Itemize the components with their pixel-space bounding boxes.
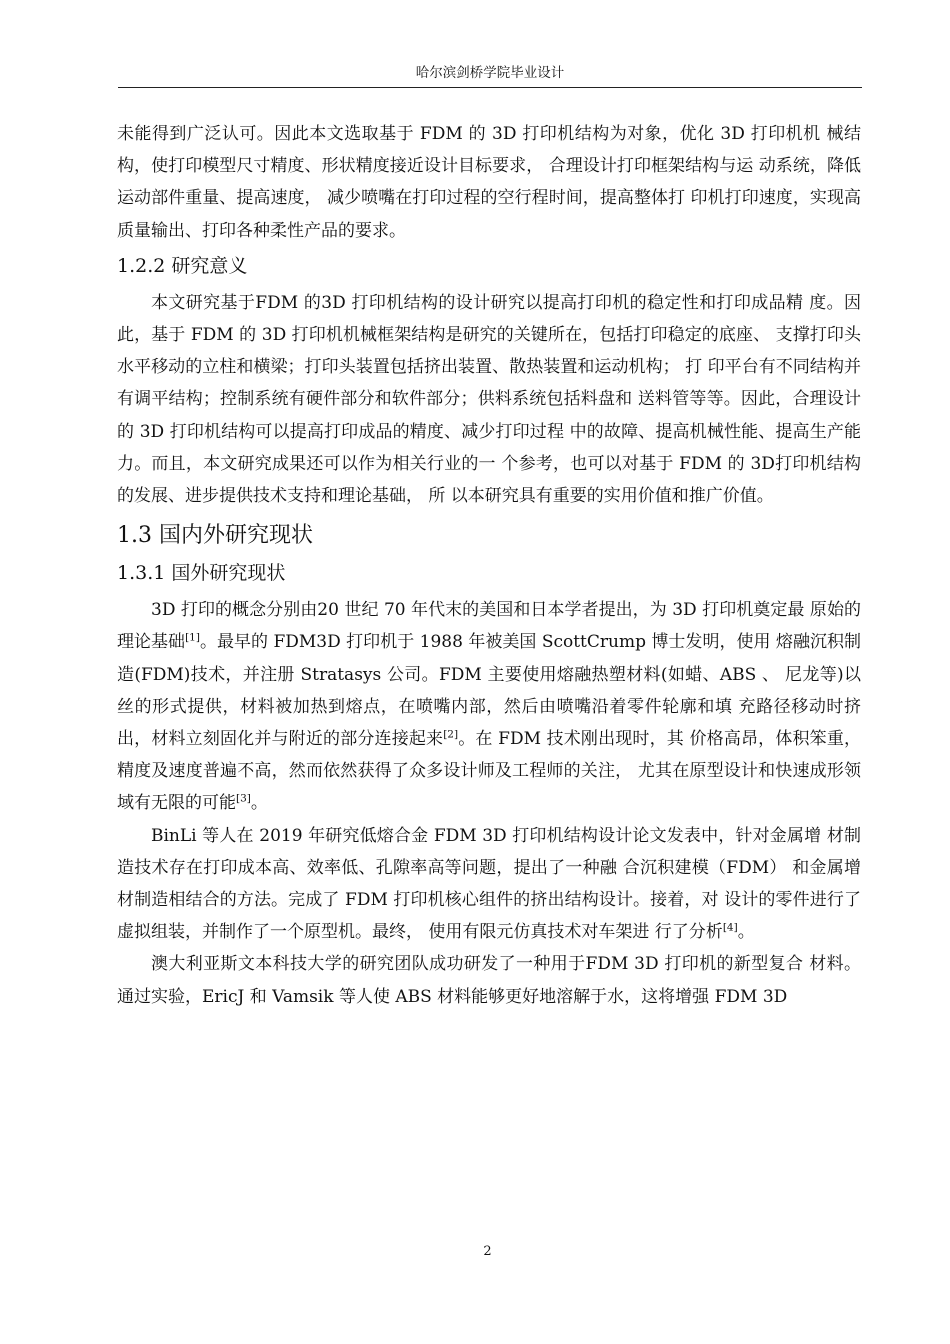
text-run: 3D 打印的概念分别由20 世纪 70 年代末的美国和日本学者提出，为 3D 打印机奠定最 原始的理论基础	[117, 600, 861, 653]
header-divider	[118, 87, 862, 88]
section-heading-1-3: 1.3 国内外研究现状	[117, 523, 313, 549]
citation-ref-4: [4]	[722, 921, 738, 934]
text-run: 。最早的 FDM3D 打印机于 1988 年被美国 ScottCrump 博士发明，使用 熔融沉积制造(FDM)技术，并注册 Stratasys 公司。FDM 主要使用熔融热塑材料(如蜡、ABS 、 尼龙等)以丝的形式提供，材料被加热到熔点，在喷嘴内部，然后由喷嘴沿着零件轮廓和填 充路径移动时挤出，材料立刻固化并与附近的部分连接起来	[117, 632, 861, 750]
document-body	[117, 118, 861, 1013]
paragraph-research-significance: 本文研究基于FDM 的3D 打印机结构的设计研究以提高打印机的稳定性和打印成品精 度。因此，基于 FDM 的 3D 打印机机械框架结构是研究的关键所在，包括打印稳定的底座、 支撑打印头水平移动的立柱和横梁；打印头装置包括挤出装置、散热装置和运动机构； 打 印平台有不同结构并有调平结构；控制系统有硬件部分和软件部分；供料系统包括料盘和 送料管等等。因此，合理设计的 3D 打印机结构可以提高打印成品的精度、减少打印过程 中的故障、提高机械性能、提高生产能力。而且，本文研究成果还可以作为相关行业的一 个参考，也可以对基于 FDM 的 3D打印机结构的发展、进步提供技术支持和理论基础， 所 以本研究具有重要的实用价值和推广价值。	[117, 292, 861, 507]
page-number: 2	[483, 1244, 492, 1259]
text-run: 。在 FDM 技术刚出现时，其 价格高昂，体积笨重，精度及速度普遍不高，然而依然获得了众多设计师及工程师的关注， 尤其在原型设计和快速成形领域有无限的可能	[117, 729, 861, 814]
section-heading-1-2-2: 1.2.2 研究意义	[117, 254, 248, 277]
paragraph-foreign-research-fdm-history	[117, 594, 861, 819]
section-heading-1-3-1: 1.3.1 国外研究现状	[117, 562, 286, 585]
paragraph-swinburne-research: 澳大利亚斯文本科技大学的研究团队成功研发了一种用于FDM 3D 打印机的新型复合 材料。通过实验，EricJ 和 Vamsik 等人使 ABS 材料能够更好地溶解于水，这将增强 FDM 3D	[117, 954, 861, 1007]
text-run: 。	[737, 922, 755, 943]
page-header: 哈尔滨剑桥学院毕业设计	[415, 65, 565, 81]
paragraph-binli-research	[117, 820, 861, 949]
citation-ref-2: [2]	[443, 728, 459, 741]
citation-ref-1: [1]	[185, 631, 200, 644]
text-run: 。	[250, 793, 268, 814]
paragraph-intro-continued: 未能得到广泛认可。因此本文选取基于 FDM 的 3D 打印机结构为对象，优化 3D 打印机机 械结构，使打印模型尺寸精度、形状精度接近设计目标要求， 合理设计打印框架结构与运 动系统，降低运动部件重量、提高速度， 减少喷嘴在打印过程的空行程时间，提高整体打 印机打印速度，实现高质量输出、打印各种柔性产品的要求。	[117, 124, 861, 241]
citation-ref-3: [3]	[236, 792, 251, 805]
text-run: BinLi 等人在 2019 年研究低熔合金 FDM 3D 打印机结构设计论文发表中，针对金属增 材制造技术存在打印成本高、效率低、孔隙率高等问题，提出了一种融 合沉积建模（FDM） 和金属增材制造相结合的方法。完成了 FDM 打印机核心组件的挤出结构设计。接着，对 设计的零件进行了虚拟组装，并制作了一个原型机。最终， 使用有限元仿真技术对车架进 行了分析	[117, 825, 861, 943]
